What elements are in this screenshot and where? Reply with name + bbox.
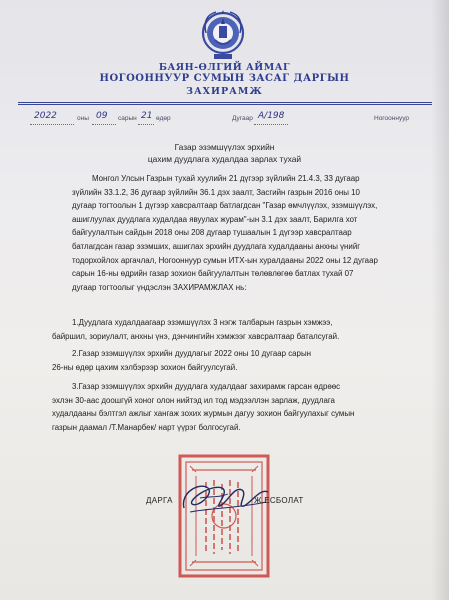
letterhead-office: НОГООННУУР СУМЫН ЗАСАГ ДАРГЫН <box>99 73 350 84</box>
body-line: 26-ны өдөр цахим хэлбэрээр зохион байгуулсугай. <box>52 362 238 372</box>
letterhead-aimag: БАЯН-ӨЛГИЙ АЙМАГ <box>158 62 291 73</box>
dotted-line <box>138 124 154 125</box>
handwritten-number: А/198 <box>258 111 285 121</box>
letterhead-doc-type: ЗАХИРАМЖ <box>186 86 263 97</box>
body-line: байгуулалтын сайдын 2018 оны 208 дугаар тушаалын 1 дүгээр хавсралтаар <box>72 228 352 238</box>
subject-line-1: Газар эзэмшүүлэх эрхийн <box>174 142 275 152</box>
body-line: худалдааны бэлтгэл ажлыг хангаж зохих журмын дагуу зохион байгуулахыг сумын <box>52 409 355 419</box>
body-line: 2.Газар эзэмшүүлэх эрхийн дуудлагыг 2022 оны 10 дугаар сарын <box>72 349 311 358</box>
day-suffix: өдөр <box>156 115 171 122</box>
body-line: дугаар тогтоолын 1 дүгээр хавсралтаар батлагдсан "Газар өмчлүүлэх, эзэмшүүлэх, <box>72 201 378 211</box>
month-suffix: сарын <box>118 115 137 122</box>
body-line: Монгол Улсын Газрын тухай хуулийн 21 дүгээр зүйлийн 21.4.3, 33 дугаар <box>92 174 360 183</box>
dotted-line <box>92 124 116 125</box>
body-line: тодорхойлох аргачлал, Ногооннуур сумын ИТХ-ын хуралдааны 2022 оны 12 дугаар <box>72 255 378 265</box>
year-suffix: оны <box>77 115 89 122</box>
order-item-3 <box>52 380 408 434</box>
handwritten-month: 09 <box>96 111 108 121</box>
date-number-line <box>0 110 449 126</box>
order-item-1 <box>52 316 408 343</box>
number-label: Дугаар <box>232 115 253 122</box>
body-line: ашиглуулах дуудлага худалдаа явуулах журам"-ын 3.1 дэх заалт, Барилга хот <box>72 214 358 224</box>
body-line: байршил, зориулалт, анхны үнэ, дэнчингийн хэмжээг хавсралтаар баталсугай. <box>52 331 340 341</box>
handwritten-day: 21 <box>141 111 153 121</box>
preamble-paragraph <box>52 172 408 294</box>
body-line: 1.Дуудлага худалдаагаар эзэмшүүлэх 3 нэгж талбарын газрын хэмжээ, <box>72 318 333 327</box>
signatory-title: ДАРГА <box>146 496 173 505</box>
letterhead-rule-thin <box>18 104 432 105</box>
handwritten-year: 2022 <box>34 111 57 121</box>
dotted-line <box>30 124 74 125</box>
body-line: эхлэн 30-аас доошгүй хоног олон нийтэд ил тод мэдээллэн зарлаж, дуудлага <box>52 395 335 405</box>
state-emblem-icon <box>200 6 246 64</box>
signatory-name: Ж.ЕСБОЛАТ <box>254 496 304 505</box>
order-item-2 <box>52 347 408 374</box>
place-name: Ногооннуур <box>374 115 409 122</box>
body-line: дугаар тогтоолыг үндэслэн ЗАХИРАМЖЛАХ нь: <box>72 282 247 292</box>
body-line: 3.Газар эзэмшүүлэх эрхийн дуудлага худалдааг захирамж гарсан өдрөөс <box>72 382 341 391</box>
body-line: сарын 16-ны өдрийн газар зохион байгуулалтын төлөвлөгөө батлах тухай 07 <box>72 269 354 279</box>
body-line: газрын даамал /Т.Манарбек/ нарт үүрэг болгосугай. <box>52 422 241 432</box>
dotted-line <box>254 124 288 125</box>
subject-line-2: цахим дуудлага худалдаа зарлах тухай <box>147 154 302 164</box>
body-line: зүйлийн 33.1.2, 36 дугаар зүйлийн 36.1 дэх заалт, Засгийн газрын 2016 оны 10 <box>72 187 360 197</box>
body-line: батлагдсан газар эзэмших, ашиглах эрхийн дуудлага худалдааны анхны үнийг <box>72 241 361 251</box>
letterhead-rule <box>18 102 432 103</box>
